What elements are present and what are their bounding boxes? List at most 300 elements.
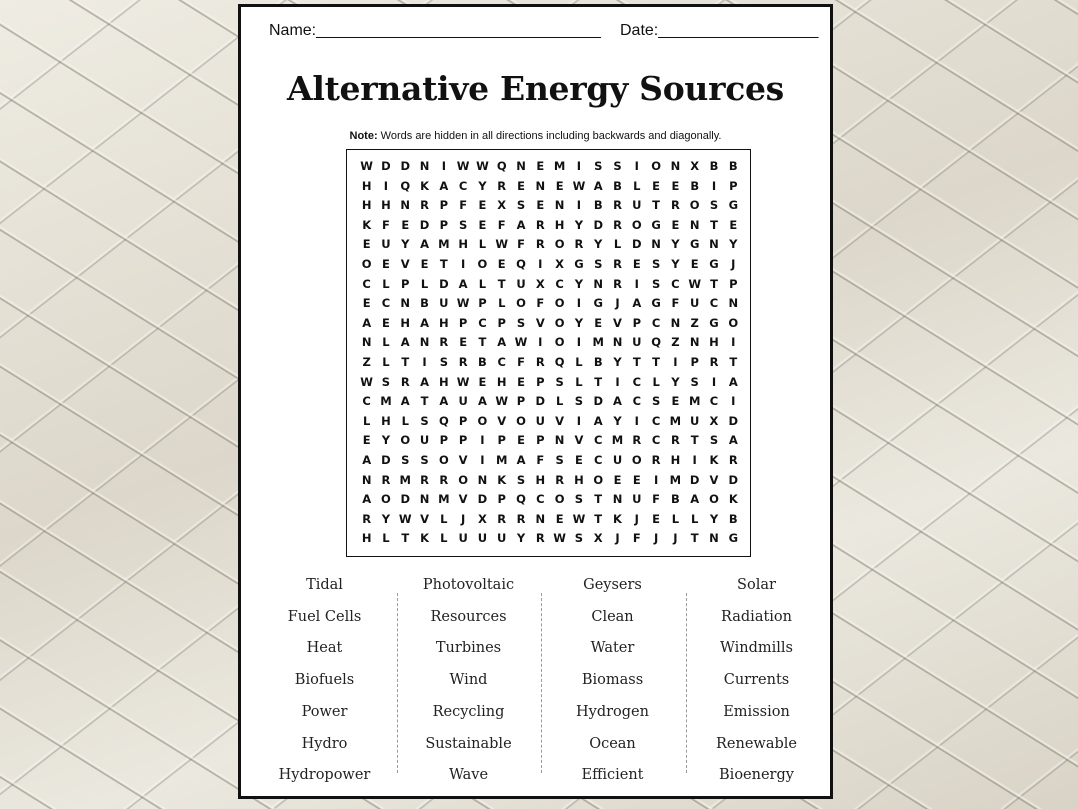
grid-letter: I (576, 198, 582, 213)
grid-letter: Y (671, 374, 680, 389)
grid-letter: Q (516, 257, 526, 271)
grid-letter: O (381, 492, 391, 507)
grid-letter: C (632, 394, 642, 409)
grid-letter: B (671, 492, 680, 507)
grid-letter: D (439, 276, 449, 291)
grid-letter: T (652, 198, 661, 213)
word-list-item: Solar (737, 577, 776, 593)
grid-letter: L (613, 237, 622, 252)
grid-letter: O (554, 296, 565, 311)
grid-letter: I (441, 159, 446, 173)
grid-letter: C (536, 492, 545, 507)
grid-letter: A (728, 374, 738, 389)
grid-letter: X (477, 511, 487, 526)
grid-letter: J (653, 531, 659, 546)
grid-letter: U (632, 335, 642, 350)
grid-letter: V (420, 511, 429, 526)
grid-letter: E (478, 374, 487, 389)
grid-letter: Y (401, 237, 410, 252)
grid-letter: A (497, 335, 507, 350)
grid-letter: E (362, 237, 371, 252)
grid-letter: M (399, 472, 411, 487)
grid-letter: V (709, 472, 719, 487)
grid-letter: R (362, 511, 372, 526)
grid-letter: S (709, 433, 719, 448)
grid-letter: P (632, 315, 642, 330)
grid-letter: L (633, 178, 641, 193)
grid-letter: S (555, 453, 564, 467)
grid-letter: R (670, 433, 680, 448)
grid-letter: O (554, 335, 565, 350)
grid-letter: O (593, 472, 604, 487)
grid-letter: A (690, 492, 700, 507)
grid-letter: A (593, 413, 603, 428)
grid-letter: O (709, 492, 719, 507)
grid-letter: F (517, 237, 525, 252)
grid-letter: N (400, 198, 411, 213)
grid-letter: R (400, 374, 410, 389)
grid-letter: D (689, 472, 700, 487)
grid-letter: S (516, 472, 526, 487)
word-list-item: Hydro (301, 735, 348, 752)
grid-letter: S (690, 374, 699, 389)
grid-letter: C (362, 276, 371, 291)
grid-letter: A (439, 178, 449, 193)
grid-letter: A (593, 178, 603, 193)
grid-letter: O (516, 296, 526, 311)
grid-letter: E (420, 257, 429, 271)
grid-letter: E (401, 217, 410, 232)
grid-letter: Q (496, 159, 507, 173)
grid-letter: L (671, 511, 680, 526)
grid-letter: D (419, 217, 430, 232)
grid-letter: N (554, 198, 565, 213)
grid-letter: N (535, 178, 546, 193)
grid-letter: O (631, 217, 642, 232)
grid-letter: P (439, 217, 449, 232)
grid-letter: E (632, 472, 641, 487)
grid-letter: L (401, 413, 409, 428)
grid-letter: L (420, 276, 429, 291)
grid-letter: A (420, 374, 429, 389)
grid-letter: Y (574, 217, 584, 232)
grid-letter: M (438, 492, 450, 507)
grid-letter: R (574, 237, 584, 252)
grid-letter: Y (613, 413, 622, 428)
grid-row (357, 471, 743, 491)
grid-letter: C (593, 433, 603, 448)
word-list-item: Photovoltaic (422, 577, 515, 593)
grid-letter: I (460, 257, 466, 271)
grid-letter: R (535, 237, 545, 252)
grid-letter: E (497, 257, 506, 271)
word-column (252, 577, 397, 792)
grid-letter: Z (671, 335, 680, 350)
grid-letter: U (439, 296, 449, 311)
grid-letter: R (420, 472, 429, 487)
grid-letter: L (555, 394, 564, 409)
grid-letter: S (420, 413, 429, 428)
grid-letter: R (420, 198, 429, 213)
grid-letter: I (480, 433, 485, 448)
grid-letter: C (671, 276, 680, 291)
grid-letter: E (574, 453, 583, 467)
grid-letter: K (709, 453, 719, 467)
grid-letter: H (670, 453, 681, 467)
grid-row (357, 510, 743, 530)
grid-letter: C (497, 355, 506, 369)
grid-letter: D (381, 159, 391, 173)
grid-letter: N (651, 237, 661, 252)
word-list-item: Wind (449, 672, 488, 689)
grid-letter: T (401, 531, 410, 546)
grid-letter: R (632, 433, 642, 448)
grid-letter: R (458, 355, 468, 369)
grid-letter: A (728, 433, 738, 448)
grid-letter: O (554, 315, 565, 330)
grid-letter: E (652, 178, 661, 193)
grid-letter: R (381, 472, 391, 487)
grid-letter: E (729, 217, 738, 232)
grid-letter: Q (400, 178, 411, 193)
grid-letter: N (593, 276, 604, 291)
grid-letter: H (361, 531, 372, 546)
grid-row (357, 412, 743, 432)
grid-letter: O (400, 433, 411, 448)
word-list-item: Tidal (306, 577, 343, 593)
grid-letter: U (535, 413, 545, 428)
grid-letter: T (710, 217, 718, 232)
grid-letter: N (689, 335, 700, 350)
grid-letter: L (498, 296, 506, 311)
grid-letter: N (477, 472, 488, 487)
grid-letter: A (458, 276, 468, 291)
grid-letter: O (554, 237, 565, 252)
grid-letter: Q (651, 335, 661, 350)
grid-letter: A (362, 492, 372, 507)
worksheet-page (238, 4, 833, 799)
grid-letter: H (554, 217, 565, 232)
grid-letter: A (362, 453, 372, 467)
grid-letter: P (536, 433, 545, 448)
grid-letter: P (690, 355, 699, 369)
grid-letter: V (535, 315, 545, 330)
grid-letter: A (420, 315, 429, 330)
grid-letter: S (613, 159, 622, 173)
grid-letter: I (711, 374, 717, 389)
grid-row (357, 314, 743, 334)
grid-letter: U (632, 492, 642, 507)
word-list-item: Resources (430, 608, 507, 625)
grid-row (357, 353, 743, 373)
grid-letter: U (690, 296, 700, 311)
grid-letter: E (362, 433, 371, 448)
grid-letter: W (495, 394, 509, 409)
grid-letter: N (670, 159, 681, 173)
word-list-item: Efficient (581, 767, 644, 784)
grid-letter: P (497, 433, 506, 448)
grid-letter: I (576, 159, 582, 173)
grid-letter: E (536, 159, 545, 173)
grid-letter: Y (671, 237, 680, 252)
grid-letter: A (400, 335, 410, 350)
grid-letter: E (613, 472, 622, 487)
word-list (241, 577, 830, 792)
grid-letter: A (477, 394, 487, 409)
word-column (684, 577, 829, 792)
grid-letter: H (381, 198, 391, 213)
grid-letter: V (497, 413, 507, 428)
grid-letter: K (420, 531, 429, 546)
grid-letter: W (456, 159, 470, 173)
grid-letter: C (651, 433, 661, 448)
grid-letter: K (362, 217, 372, 232)
grid-letter: S (458, 217, 468, 232)
grid-letter: N (419, 335, 430, 350)
grid-letter: A (613, 394, 622, 409)
grid-letter: F (652, 492, 661, 507)
grid-letter: T (497, 276, 506, 291)
grid-letter: H (361, 198, 372, 213)
grid-letter: P (536, 374, 545, 389)
word-list-item: Fuel Cells (287, 608, 362, 625)
grid-letter: I (576, 335, 582, 350)
grid-letter: O (554, 492, 565, 507)
grid-letter: E (536, 198, 545, 213)
grid-letter: K (420, 178, 429, 193)
grid-letter: E (555, 178, 564, 193)
word-column (540, 577, 685, 792)
word-list-item: Biomass (581, 672, 644, 689)
grid-letter: E (671, 394, 680, 409)
grid-letter: I (576, 413, 582, 428)
word-list-item: Turbines (435, 640, 502, 657)
grid-row (357, 490, 743, 510)
grid-letter: P (729, 178, 738, 193)
grid-letter: A (420, 237, 429, 252)
grid-letter: G (728, 531, 739, 546)
grid-letter: Y (574, 315, 584, 330)
grid-letter: T (690, 433, 699, 448)
grid-row (357, 392, 743, 412)
grid-letter: V (555, 413, 565, 428)
grid-letter: J (731, 257, 736, 271)
grid-letter: P (729, 276, 738, 291)
grid-letter: R (651, 453, 661, 467)
grid-letter: I (480, 453, 485, 467)
grid-letter: V (400, 257, 410, 271)
grid-row (357, 431, 743, 451)
name-field-label: Name:________________________________ (269, 22, 601, 39)
grid-letter: R (613, 257, 622, 271)
grid-letter: L (691, 511, 699, 526)
grid-letter: J (615, 531, 620, 546)
grid-letter: R (555, 472, 565, 487)
grid-letter: H (381, 413, 391, 428)
word-list-item: Hydropower (278, 767, 371, 784)
grid-letter: E (382, 315, 390, 330)
grid-letter: P (458, 433, 468, 448)
grid-letter: N (670, 315, 681, 330)
grid-letter: L (575, 374, 583, 389)
grid-letter: A (516, 217, 526, 232)
grid-letter: N (361, 335, 372, 350)
grid-letter: X (593, 531, 603, 546)
grid-letter: C (458, 178, 468, 193)
grid-letter: J (673, 531, 678, 546)
grid-letter: F (671, 296, 680, 311)
grid-letter: P (439, 433, 449, 448)
grid-letter: S (439, 355, 448, 369)
grid-letter: I (653, 472, 659, 487)
grid-letter: N (689, 217, 700, 232)
grid-letter: B (690, 178, 700, 193)
note-label: Note: (349, 130, 378, 142)
word-list-item: Currents (723, 672, 790, 689)
grid-row (357, 216, 743, 236)
grid-letter: U (458, 531, 468, 546)
grid-letter: M (669, 472, 682, 487)
grid-letter: M (553, 159, 566, 173)
grid-letter: M (496, 453, 508, 467)
grid-letter: N (361, 472, 372, 487)
grid-letter: E (362, 296, 371, 311)
grid-letter: G (574, 257, 584, 271)
grid-letter: B (593, 198, 603, 213)
grid-letter: T (632, 355, 641, 369)
grid-letter: D (400, 159, 411, 173)
grid-letter: G (651, 217, 661, 232)
grid-letter: S (651, 257, 661, 271)
grid-letter: S (594, 159, 603, 173)
grid-letter: I (711, 178, 717, 193)
grid-letter: G (651, 296, 661, 311)
grid-letter: E (517, 374, 525, 389)
grid-letter: T (729, 355, 738, 369)
grid-letter: E (632, 257, 641, 271)
grid-letter: D (593, 394, 603, 409)
grid-letter: S (516, 198, 526, 213)
date-field-label: Date:__________________ (620, 22, 819, 39)
grid-letter: R (439, 335, 449, 350)
grid-letter: I (383, 178, 389, 193)
grid-letter: G (728, 198, 739, 213)
grid-letter: Q (516, 492, 526, 507)
grid-letter: S (651, 276, 661, 291)
grid-letter: N (400, 296, 411, 311)
grid-letter: M (688, 394, 701, 409)
grid-letter: K (728, 492, 738, 507)
grid-letter: O (438, 453, 449, 467)
grid-letter: K (613, 511, 622, 526)
grid-letter: Y (381, 511, 391, 526)
grid-letter: Y (709, 511, 719, 526)
grid-letter: J (615, 296, 620, 311)
grid-letter: O (631, 453, 642, 467)
grid-letter: C (478, 315, 487, 330)
grid-letter: A (400, 394, 410, 409)
grid-letter: T (594, 374, 603, 389)
grid-letter: X (555, 257, 565, 271)
grid-letter: S (651, 394, 661, 409)
grid-letter: E (690, 257, 699, 271)
grid-letter: P (439, 198, 449, 213)
grid-letter: X (690, 159, 700, 173)
grid-letter: T (690, 531, 699, 546)
grid-letter: L (362, 413, 371, 428)
grid-letter: L (440, 531, 448, 546)
grid-letter: S (420, 453, 429, 467)
grid-letter: I (634, 276, 639, 291)
grid-letter: P (458, 413, 468, 428)
grid-letter: U (632, 198, 642, 213)
grid-letter: G (689, 237, 700, 252)
grid-letter: I (731, 335, 736, 350)
grid-letter: L (382, 531, 390, 546)
grid-letter: G (709, 315, 719, 330)
grid-letter: U (419, 433, 430, 448)
grid-letter: T (710, 276, 718, 291)
grid-letter: W (360, 159, 373, 173)
grid-letter: E (594, 315, 603, 330)
grid-letter: U (458, 394, 468, 409)
grid-letter: B (728, 159, 738, 173)
grid-letter: I (615, 374, 620, 389)
grid-letter: V (458, 453, 468, 467)
grid-letter: I (634, 413, 639, 428)
grid-letter: F (382, 217, 390, 232)
grid-letter: J (634, 511, 639, 526)
grid-letter: F (497, 217, 506, 232)
grid-letter: X (535, 276, 545, 291)
grid-letter: V (458, 492, 468, 507)
grid-letter: T (401, 355, 410, 369)
grid-letter: R (613, 217, 622, 232)
grid-letter: E (517, 178, 525, 193)
grid-letter: I (673, 355, 678, 369)
grid-letter: E (555, 511, 564, 526)
grid-letter: I (692, 453, 697, 467)
grid-letter: E (459, 335, 468, 350)
word-list-item: Emission (723, 703, 790, 720)
grid-letter: O (516, 413, 526, 428)
grid-letter: S (709, 198, 719, 213)
grid-letter: Y (613, 355, 622, 369)
grid-letter: D (477, 492, 488, 507)
grid-letter: R (497, 511, 507, 526)
grid-letter: F (517, 355, 525, 369)
grid-letter: Y (594, 237, 603, 252)
grid-letter: L (440, 511, 448, 526)
grid-letter: N (709, 531, 719, 546)
grid-letter: W (514, 335, 528, 350)
grid-letter: S (381, 374, 391, 389)
grid-letter: H (458, 237, 468, 252)
grid-letter: A (516, 453, 526, 467)
word-list-item: Bioenergy (719, 767, 794, 784)
grid-letter: O (728, 315, 739, 330)
grid-letter: H (361, 178, 372, 193)
note-text: Words are hidden in all directions including backwards and diagonally. (377, 130, 722, 142)
instructions-note (241, 130, 830, 142)
grid-letter: J (460, 511, 466, 526)
grid-row (357, 255, 743, 275)
grid-letter: H (496, 374, 507, 389)
grid-letter: U (497, 531, 507, 546)
grid-letter: B (478, 355, 487, 369)
grid-row (357, 275, 743, 295)
grid-letter: W (553, 531, 566, 546)
